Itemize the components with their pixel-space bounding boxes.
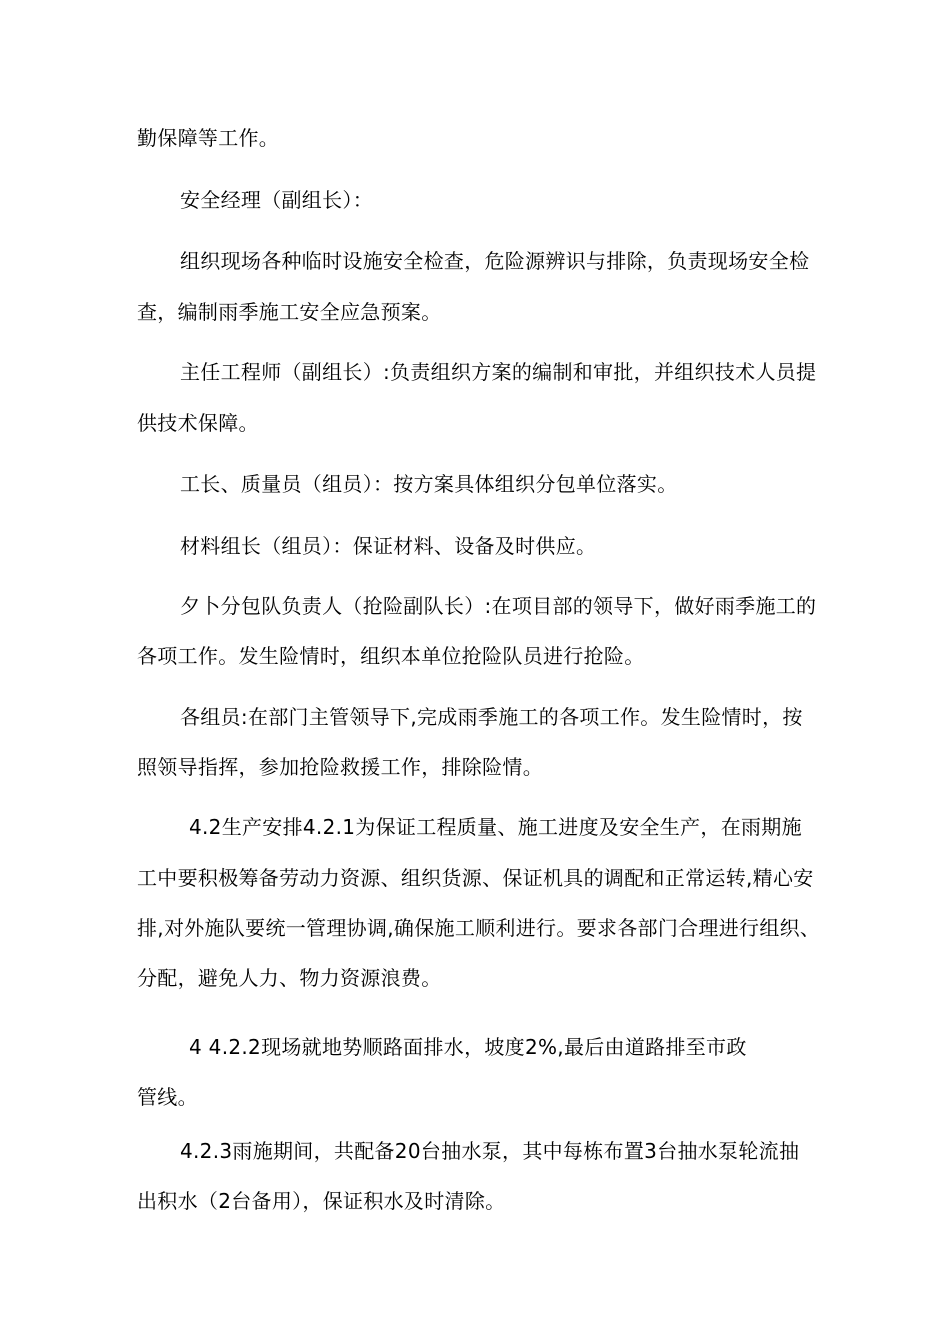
text-line-13: 4.2生产安排4.2.1为保证工程质量、施工进度及安全生产，在雨期施 <box>189 815 802 839</box>
text-line-14: 工中要积极筹备劳动力资源、组织货源、保证机具的调配和正常运转,精心安 <box>137 866 814 890</box>
text-line-20: 出积水（2台备用），保证积水及时清除。 <box>137 1189 506 1213</box>
text-line-9: 夕卜分包队负责人（抢险副队长）:在项目部的领导下，做好雨季施工的 <box>180 594 817 618</box>
text-line-17: 4 4.2.2现场就地势顺路面排水，坡度2%,最后由道路排至市政 <box>189 1035 747 1059</box>
text-line-11: 各组员:在部门主管领导下,完成雨季施工的各项工作。发生险情时，按 <box>180 705 803 729</box>
text-line-7: 工长、质量员（组员）：按方案具体组织分包单位落实。 <box>180 472 678 496</box>
text-line-18: 管线。 <box>137 1085 198 1109</box>
text-line-10: 各项工作。发生险情时，组织本单位抢险队员进行抢险。 <box>137 644 645 668</box>
text-line-3: 组织现场各种临时设施安全检查，危险源辨识与排除，负责现场安全检 <box>180 249 810 273</box>
text-line-16: 分配，避免人力、物力资源浪费。 <box>137 966 442 990</box>
text-line-19: 4.2.3雨施期间，共配备20台抽水泵，其中每栋布置3台抽水泵轮流抽 <box>180 1139 800 1163</box>
text-line-2: 安全经理（副组长）： <box>180 188 373 212</box>
text-line-15: 排,对外施队要统一管理协调,确保施工顺利进行。要求各部门合理进行组织、 <box>137 916 821 940</box>
text-line-6: 供技术保障。 <box>137 411 259 435</box>
text-line-12: 照领导指挥，参加抢险救援工作，排除险情。 <box>137 755 543 779</box>
text-line-1: 勤保障等工作。 <box>137 126 280 150</box>
text-line-5: 主任工程师（副组长）:负责组织方案的编制和审批，并组织技术人员提 <box>180 360 817 384</box>
text-line-8: 材料组长（组员）：保证材料、设备及时供应。 <box>180 534 597 558</box>
text-line-4: 查，编制雨季施工安全应急预案。 <box>137 300 442 324</box>
